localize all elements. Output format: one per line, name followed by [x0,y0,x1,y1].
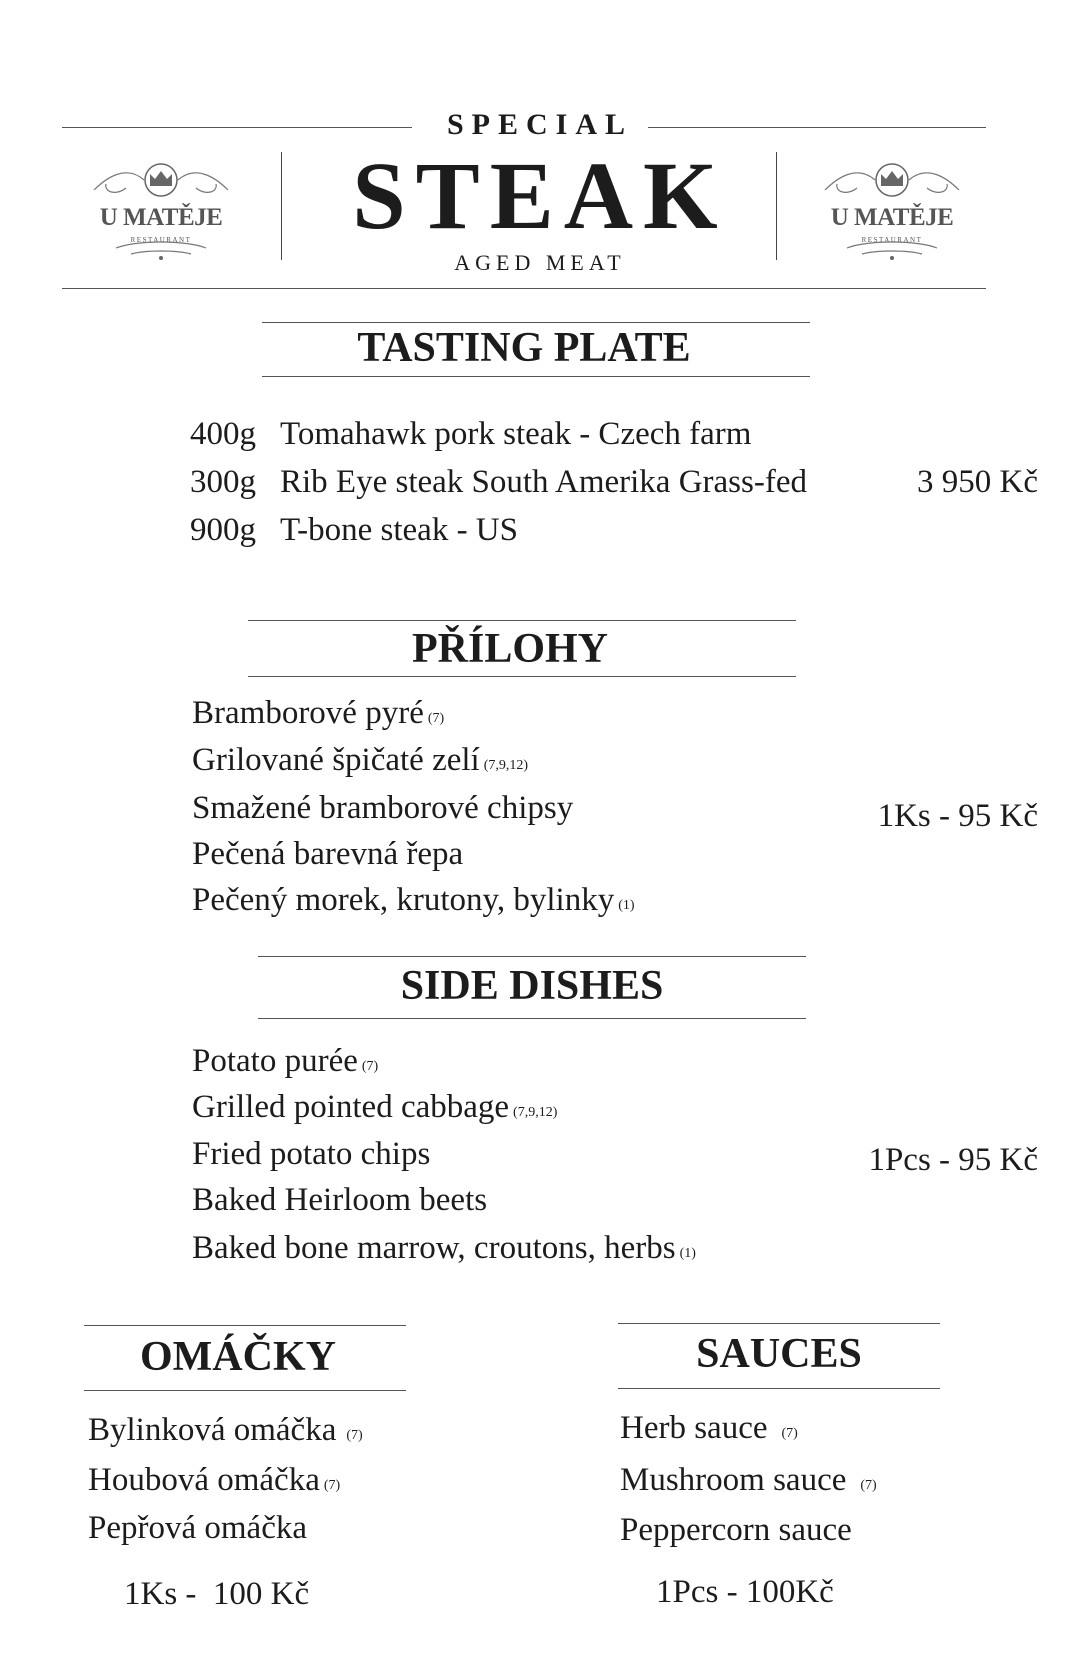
item-name: Mushroom sauce [620,1462,847,1498]
item-name: Rib Eye steak South Amerika Grass-fed [280,464,807,500]
side-title: SIDE DISHES [400,963,664,1009]
item-allergens: (7) [427,711,445,726]
list-item [192,792,577,825]
list-item [620,1412,798,1445]
list-item [190,418,751,451]
sauces-rule-top [618,1323,940,1324]
item-allergens: (7) [346,1428,363,1443]
item-allergens: (7) [860,1478,877,1493]
prilohy-rule-bottom [248,676,796,677]
sauces-price: 1Pcs - 100Kč [656,1574,834,1610]
list-item [190,466,807,499]
list-item [88,1414,363,1447]
list-item [192,1045,378,1078]
list-item [620,1464,877,1497]
header-title: STEAK [352,142,728,249]
list-item [192,1091,557,1124]
prilohy-price: 1Ks - 95 Kč [877,798,1038,834]
item-name: Potato purée [192,1043,358,1079]
list-item [88,1512,311,1545]
logo-left [86,158,236,268]
item-name: Grilované špičaté zelí [192,742,480,778]
logo-sub: RESTAURANT [861,236,923,244]
logo-right [817,158,967,268]
sauces-title: SAUCES [696,1331,862,1377]
omacky-rule-bottom [84,1390,406,1391]
logo-name: U MATĚJE [830,204,954,231]
item-name: Herb sauce [620,1410,768,1446]
item-name: Smažené bramborové chipsy [192,790,574,826]
list-item [190,514,518,547]
tasting-rule-bottom [262,376,810,377]
side-rule-bottom [258,1018,806,1019]
list-item [192,1184,491,1217]
omacky-rule-top [84,1325,406,1326]
list-item [192,884,635,917]
item-name: Pepřová omáčka [88,1510,307,1546]
logo-sub: RESTAURANT [130,236,192,244]
item-allergens: (7) [361,1059,379,1074]
tasting-price: 3 950 Kč [917,464,1038,500]
header-bottom-rule [62,288,986,289]
item-name: Pečený morek, krutony, bylinky [192,882,615,918]
item-allergens: (7) [323,1478,341,1493]
item-name: Houbová omáčka [88,1462,320,1498]
tasting-title: TASTING PLATE [357,325,691,371]
header-divider-right [776,152,777,260]
list-item [192,838,467,871]
list-item [192,697,444,730]
item-weight: 400g [190,416,256,452]
item-name: Bylinková omáčka [88,1412,337,1448]
list-item [192,744,528,777]
prilohy-rule-top [248,620,796,621]
item-allergens: (7) [781,1426,798,1441]
item-name: Tomahawk pork steak - Czech farm [280,416,752,452]
item-name: Fried potato chips [192,1136,431,1172]
item-weight: 300g [190,464,256,500]
item-allergens: (7,9,12) [513,1105,558,1120]
item-weight: 900g [190,512,256,548]
item-name: Grilled pointed cabbage [192,1089,510,1125]
list-item [192,1138,434,1171]
omacky-title: OMÁČKY [140,1334,336,1380]
item-name: Baked bone marrow, croutons, herbs [192,1230,676,1266]
list-item [88,1464,340,1497]
item-allergens: (7,9,12) [483,758,529,773]
item-name: Pečená barevná řepa [192,836,464,872]
header-special: SPECIAL [446,108,634,141]
list-item [192,1232,696,1265]
item-name: Peppercorn sauce [620,1512,852,1548]
list-item [620,1514,856,1547]
prilohy-title: PŘÍLOHY [411,626,608,672]
sauces-rule-bottom [618,1388,940,1389]
tasting-rule-top [262,322,810,323]
header-divider-left [281,152,282,260]
logo-name: U MATĚJE [99,204,223,231]
item-name: Baked Heirloom beets [192,1182,488,1218]
omacky-price: 1Ks - 100 Kč [124,1576,310,1612]
item-name: T-bone steak - US [280,512,518,548]
side-price: 1Pcs - 95 Kč [868,1142,1038,1178]
item-allergens: (1) [618,898,635,913]
header-subtitle: AGED MEAT [454,250,626,275]
item-allergens: (1) [679,1246,696,1261]
side-rule-top [258,956,806,957]
item-name: Bramborové pyré [192,695,424,731]
